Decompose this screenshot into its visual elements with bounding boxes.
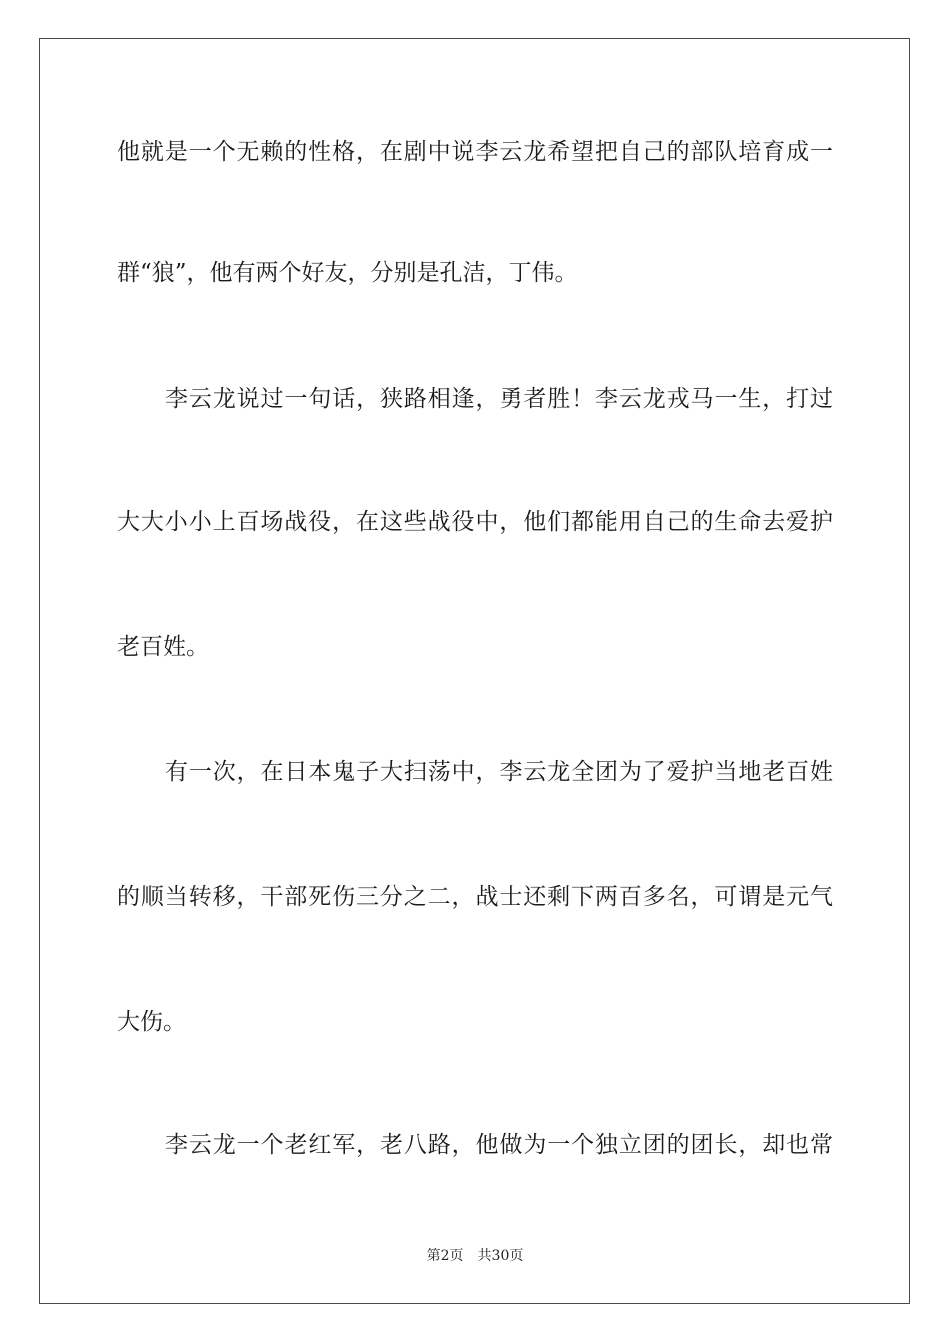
paragraph-line: 群“狼”，他有两个好友，分别是孔洁，丁伟。: [117, 260, 578, 286]
page-footer: [0, 1246, 950, 1266]
page-number: 第2页: [426, 1248, 464, 1264]
paragraph-line: 李云龙说过一句话，狭路相逢，勇者胜！李云龙戎马一生，打过: [165, 386, 833, 412]
page-border: [39, 38, 910, 1304]
paragraph-line: 他就是一个无赖的性格，在剧中说李云龙希望把自己的部队培育成一: [117, 139, 833, 165]
paragraph-line: 大伤。: [117, 1009, 186, 1035]
paragraph-line: 的顺当转移，干部死伤三分之二，战士还剩下两百多名，可谓是元气: [117, 884, 833, 910]
paragraph-line: 有一次，在日本鬼子大扫荡中，李云龙全团为了爱护当地老百姓: [165, 759, 833, 785]
paragraph-line: 李云龙一个老红军，老八路，他做为一个独立团的团长，却也常: [165, 1132, 833, 1158]
paragraph-line: 老百姓。: [117, 634, 209, 660]
page-total: 共30页: [477, 1248, 524, 1264]
paragraph-line: 大大小小上百场战役，在这些战役中，他们都能用自己的生命去爱护: [117, 509, 833, 535]
